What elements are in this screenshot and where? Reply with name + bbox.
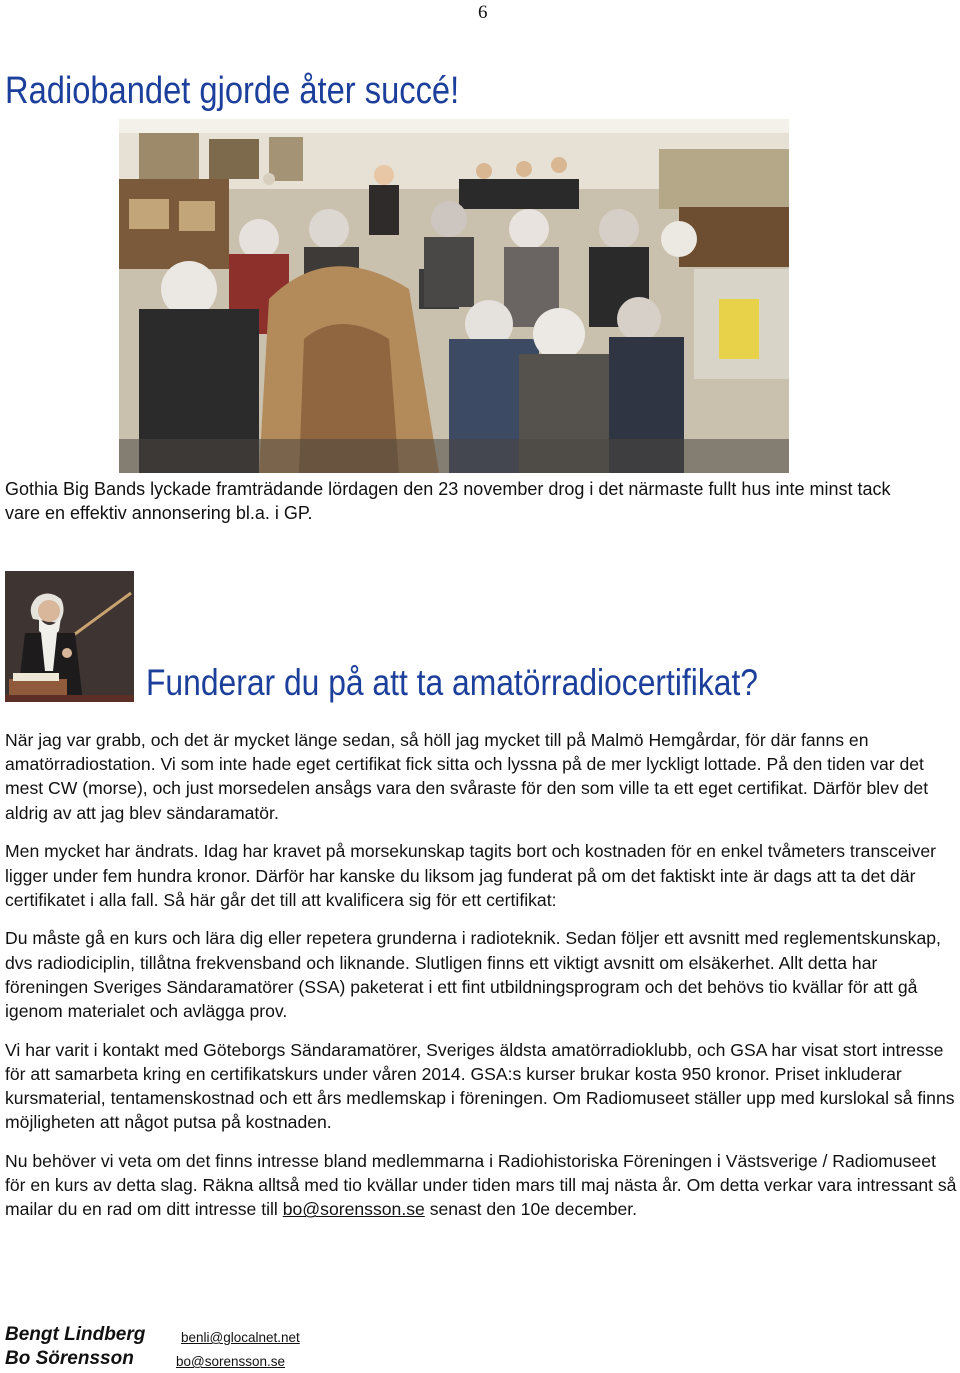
paragraph [5,1149,960,1222]
paragraph: Vi har varit i kontakt med Göteborgs Sändaramatörer, Sveriges äldsta amatörradioklubb, och GSA har visat stort intresse för att samarbeta kring en certifikatskurs under våren 2014. GSA:s kurser brukar kosta 950 kronor. Priset inkluderar kursmaterial, tentamenskostnad och ett års medlemskap i föreningen. Om Radiomuseet ställer upp med kurslokal så finns möjligheten att något putsa på kostnaden. [5,1039,955,1133]
paragraph: När jag var grabb, och det är mycket länge sedan, så höll jag mycket till på Malmö Hemgårdar, för där fanns en amatörradiostation. Vi som inte hade eget certifikat fick sitta och lyssna på de mer lyckligt lottade. På den tiden var det mest CW (morse), och just morsedelen ansågs vara den svåraste för den som ville ta ett eget certifikat. Därför blev det aldrig av att jag blev sändaramatör. [5,730,929,823]
paragraph-text: Nu behöver vi veta om det finns intresse bland medlemmarna i Radiohistoriska Föreningen i Västsverige / Radiomuseet för en kurs av detta slag. Räkna alltså med tio kvällar under tiden mars till maj nästa år. Om detta verkar vara intressant så mailar du en rad om ditt intresse till [5,1151,957,1220]
paragraph-text: senast den 10e december. [429,1199,638,1220]
concert-photo [119,119,789,473]
author-email-link[interactable]: benli@glocalnet.net [181,1330,300,1345]
paragraph: Men mycket har ändrats. Idag har kravet på morsekunskap tagits bort och kostnaden för en enkel tvåmeters transceiver ligger under fem hundra kronor. Därför har kanske du liksom jag funderat på om det faktiskt inte är dags att ta det där certifikatet i alla fall. Så här går det till att kvalificera sig för ett certifikat: [5,841,936,910]
author-name: Bengt Lindberg [5,1324,146,1345]
paragraph: Du måste gå en kurs och lära dig eller repetera grunderna i radioteknik. Sedan följer ett avsnitt med reglementskunskap, dvs radiodiciplin, tillåtna frekvensband och liknande. Slutligen finns ett viktigt avsnitt om elsäkerhet. Allt detta har föreningen Sveriges Sändaramatörer (SSA) paketerat i ett fint utbildningsprogram och det behövs tio kvällar för att gå igenom materialet och avlägga prov. [5,928,941,1022]
article-body [5,728,960,1236]
photo-caption: Gothia Big Bands lyckade framträdande lördagen den 23 november drog i det närmaste fullt hus inte minst tack vare en effektiv annonsering bl.a. i GP. [5,479,891,523]
article-title: Funderar du på att ta amatörradiocertifikat? [146,662,758,703]
article-title: Radiobandet gjorde åter succé! [5,70,460,112]
lecturer-illustration [5,571,134,702]
author-name: Bo Sörensson [5,1348,134,1369]
author-email-link[interactable]: bo@sorensson.se [176,1354,286,1369]
page-number: 6 [478,2,488,23]
email-link[interactable]: bo@sorensson.se [282,1199,425,1220]
